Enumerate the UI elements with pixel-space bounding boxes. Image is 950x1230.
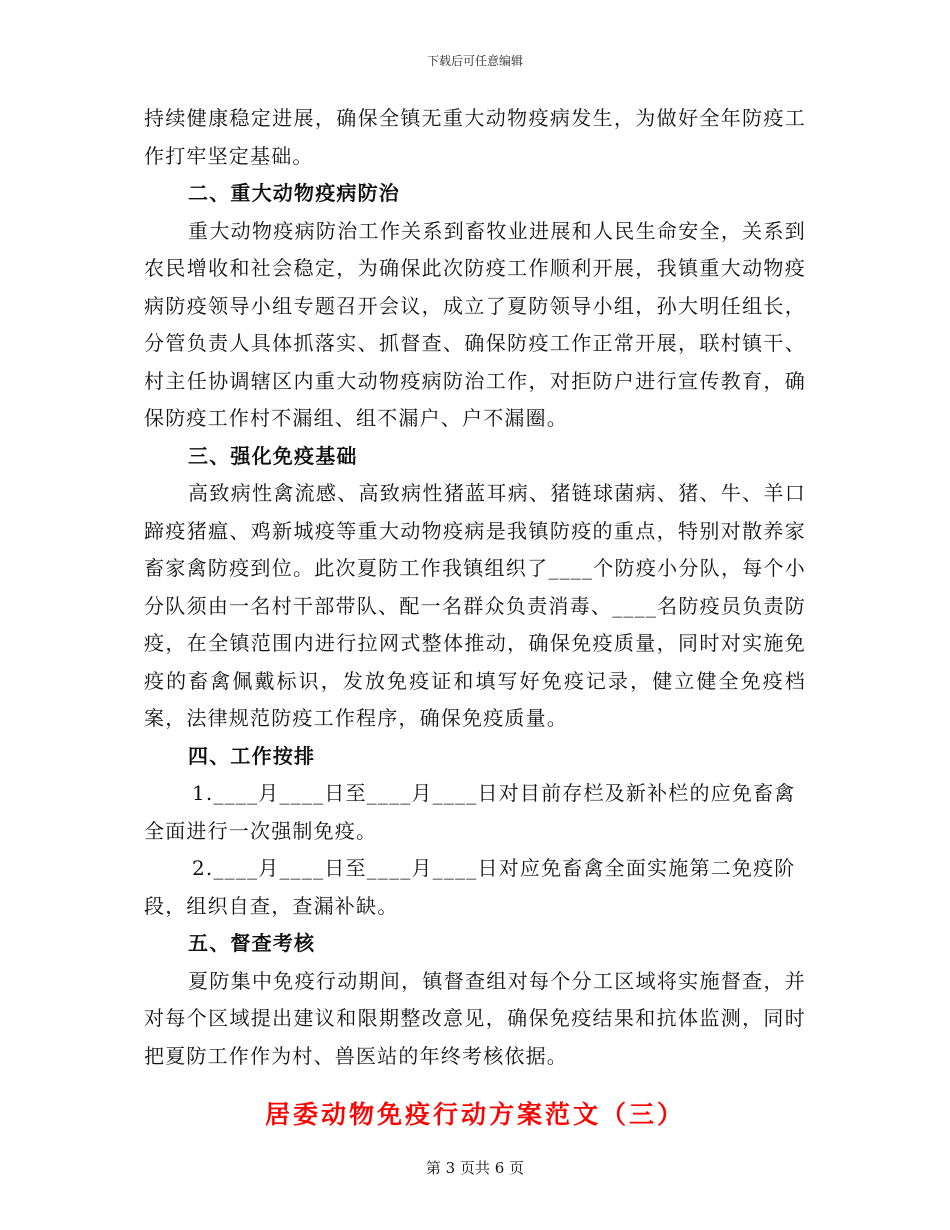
page-number: 第 3 页共 6 页 <box>425 1159 525 1177</box>
section-2-paragraph: 重大动物疫病防治工作关系到畜牧业进展和人民生命安全，关系到农民增收和社会稳定，为确保此次防疫工作顺利开展，我镇重大动物疫病防疫领导小组专题召开会议，成立了夏防领导小组，孙大明任组长，分管负责人具体抓落实、抓督查、确保防疫工作正常开展，联村镇干、村主任协调辖区内重大动物疫病防治工作，对拒防户进行宣传教育，确保防疫工作村不漏组、组不漏户、户不漏圈。 <box>144 218 806 430</box>
next-document-title: 居委动物免疫行动方案范文（三） <box>264 1100 685 1129</box>
section-4-heading: 四、工作按排 <box>188 743 316 768</box>
section-3-paragraph: 高致病性禽流感、高致病性猪蓝耳病、猪链球菌病、猪、牛、羊口蹄疫猪瘟、鸡新城疫等重大动物疫病是我镇防疫的重点，特别对散养家畜家禽防疫到位。此次夏防工作我镇组织了____个防疫小分队，每个小分队须由一名村干部带队、配一名群众负责消毒、____名防疫员负责防疫，在全镇范围内进行拉网式整体推动，确保免疫质量，同时对实施免疫的畜禽佩戴标识，发放免疫证和填写好免疫记录，健立健全免疫档案，法律规范防疫工作程序，确保免疫质量。 <box>144 481 806 730</box>
section-2-heading: 二、重大动物疫病防治 <box>188 181 400 205</box>
schedule-item-2: 2.____月____日至____月____日对应免畜禽全面实施第二免疫阶段，组织自查，查漏补缺。 <box>144 856 796 918</box>
page-header: 下载后可任意编辑 <box>426 54 523 68</box>
section-5-heading: 五、督查考核 <box>188 931 316 955</box>
schedule-item-1: 1.____月____日至____月____日对目前存栏及新补栏的应免畜禽全面进行一次强制免疫。 <box>144 781 796 843</box>
intro-paragraph: 持续健康稳定进展，确保全镇无重大动物疫病发生，为做好全年防疫工作打牢坚定基础。 <box>144 106 806 168</box>
section-3-heading: 三、强化免疫基础 <box>188 443 358 468</box>
document-body <box>144 100 806 1135</box>
section-5-paragraph: 夏防集中免疫行动期间，镇督查组对每个分工区域将实施督查，并对每个区域提出建议和限期整改意见，确保免疫结果和抗体监测，同时把夏防工作作为村、兽医站的年终考核依据。 <box>144 968 806 1068</box>
